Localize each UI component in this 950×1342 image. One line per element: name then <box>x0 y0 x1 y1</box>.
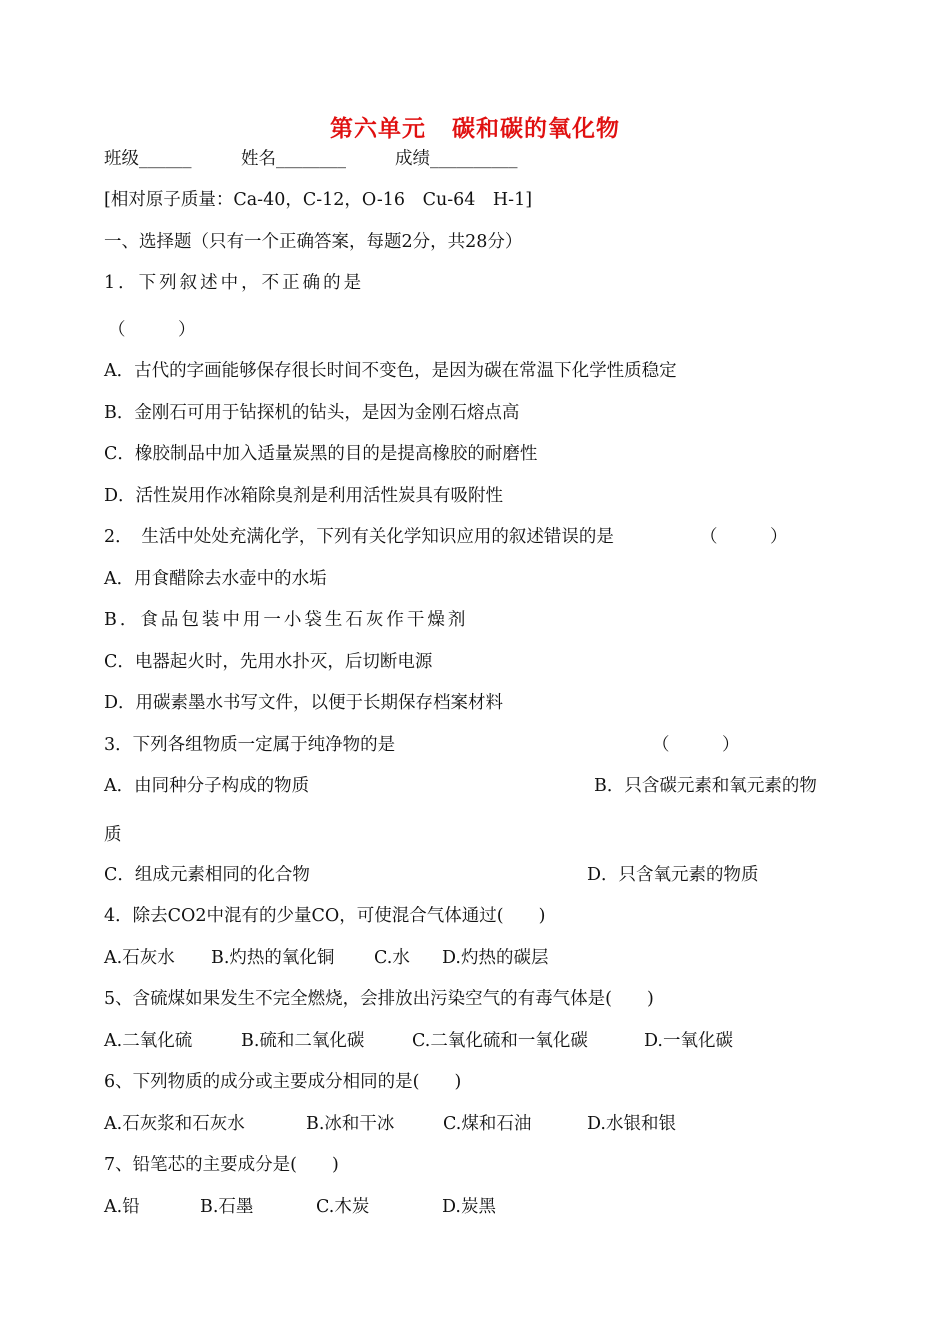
question-3-answer-blank: （ ） <box>652 735 740 755</box>
name-field: 姓名________ <box>241 149 346 169</box>
question-5-option-a: A.二氧化硫 <box>104 1031 193 1051</box>
question-4-option-c: C.水 <box>374 948 410 968</box>
question-2-option-c: C．电器起火时，先用水扑灭，后切断电源 <box>104 652 433 672</box>
question-3-option-c: C．组成元素相同的化合物 <box>104 865 310 885</box>
class-field: 班级______ <box>104 149 192 169</box>
question-6-option-d: D.水银和银 <box>587 1114 676 1134</box>
question-2-answer-blank: （ ） <box>700 527 788 547</box>
question-7-stem: 7、铅笔芯的主要成分是( ) <box>104 1155 339 1175</box>
question-6-option-a: A.石灰浆和石灰水 <box>104 1114 245 1134</box>
question-7-option-b: B.石墨 <box>200 1197 254 1217</box>
question-3-option-d: D．只含氧元素的物质 <box>587 865 759 885</box>
question-1-stem: 1．下列叙述中，不正确的是 <box>104 273 365 293</box>
question-4-option-a: A.石灰水 <box>104 948 175 968</box>
section-heading: 一、选择题（只有一个正确答案，每题2分，共28分） <box>104 232 523 252</box>
question-5-option-b: B.硫和二氧化碳 <box>241 1031 365 1051</box>
question-1-option-b: B．金刚石可用于钻探机的钻头，是因为金刚石熔点高 <box>104 403 520 423</box>
question-5-stem: 5、含硫煤如果发生不完全燃烧，会排放出污染空气的有毒气体是( ) <box>104 989 654 1009</box>
question-3-stem: 3．下列各组物质一定属于纯净物的是 <box>104 735 396 755</box>
question-6-stem: 6、下列物质的成分或主要成分相同的是( ) <box>104 1072 462 1092</box>
question-2-stem: 2． 生活中处处充满化学，下列有关化学知识应用的叙述错误的是 <box>104 527 614 547</box>
question-7-option-c: C.木炭 <box>316 1197 370 1217</box>
question-4-option-d: D.灼热的碳层 <box>442 948 549 968</box>
question-5-option-d: D.一氧化碳 <box>644 1031 733 1051</box>
question-4-option-b: B.灼热的氧化铜 <box>211 948 335 968</box>
question-3-option-b: B．只含碳元素和氧元素的物 <box>594 776 817 796</box>
atomic-mass-note: [相对原子质量：Ca-40，C-12，O-16 Cu-64 H-1] <box>104 190 533 210</box>
question-4-stem: 4．除去CO2中混有的少量CO，可使混合气体通过( ) <box>104 906 546 926</box>
title-unit: 第六单元 <box>330 116 426 142</box>
page-title <box>0 110 950 143</box>
question-3-option-b-continued: 质 <box>104 825 122 845</box>
question-2-option-a: A．用食醋除去水壶中的水垢 <box>104 569 327 589</box>
question-6-option-c: C.煤和石油 <box>443 1114 532 1134</box>
question-1-option-a: A．古代的字画能够保存很长时间不变色，是因为碳在常温下化学性质稳定 <box>104 361 677 381</box>
question-5-option-c: C.二氧化硫和一氧化碳 <box>412 1031 588 1051</box>
question-7-option-d: D.炭黑 <box>442 1197 496 1217</box>
score-field: 成绩__________ <box>395 149 518 169</box>
question-2-option-d: D．用碳素墨水书写文件，以便于长期保存档案材料 <box>104 693 504 713</box>
question-2-option-b: B．食品包装中用一小袋生石灰作干燥剂 <box>104 610 469 630</box>
question-3-option-a: A．由同种分子构成的物质 <box>104 776 310 796</box>
question-1-option-d: D．活性炭用作冰箱除臭剂是利用活性炭具有吸附性 <box>104 486 504 506</box>
question-7-option-a: A.铅 <box>104 1197 140 1217</box>
question-1-option-c: C．橡胶制品中加入适量炭黑的目的是提高橡胶的耐磨性 <box>104 444 538 464</box>
question-1-answer-blank: （ ） <box>108 320 196 340</box>
question-6-option-b: B.冰和干冰 <box>306 1114 395 1134</box>
title-topic: 碳和碳的氧化物 <box>452 116 620 142</box>
